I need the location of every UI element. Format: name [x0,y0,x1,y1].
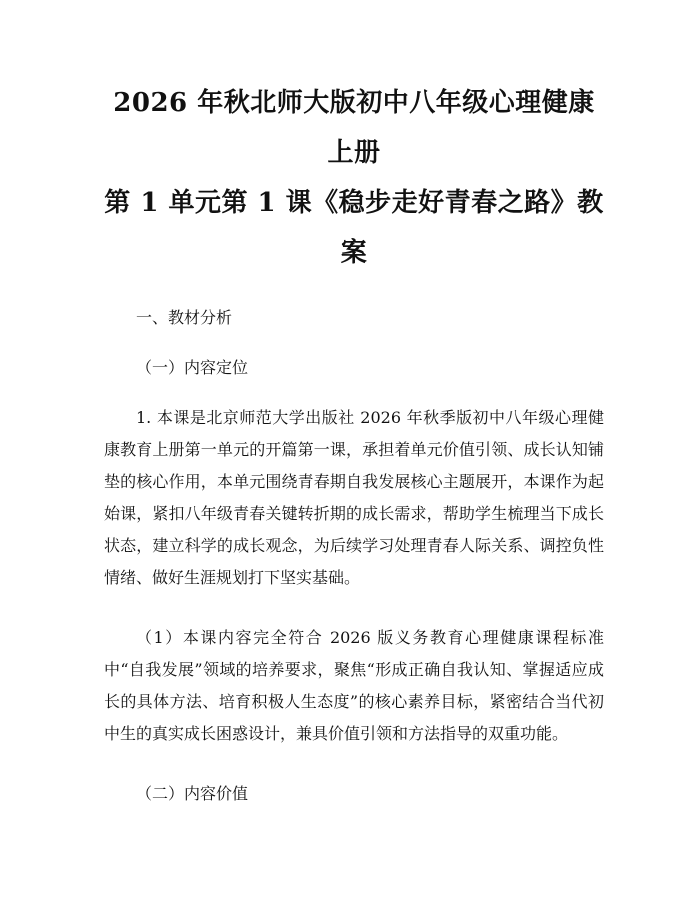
document-title-line-1: 2026 年秋北师大版初中八年级心理健康上册 [113,88,595,168]
subsection-heading-content-value: （二）内容价值 [136,784,249,803]
paragraph-curriculum-standard: （1）本课内容完全符合 2026 版义务教育心理健康课程标准中“自我发展”领域的培养要求，聚焦“形成正确自我认知、掌握适应成长的具体方法、培育积极人生态度”的核心素养目标，紧密结合当代初中生的真实成长困惑设计，兼具价值引领和方法指导的双重功能。 [104,628,604,743]
subsection-heading-content-positioning: （一）内容定位 [136,358,249,377]
section-heading-textbook-analysis: 一、教材分析 [136,308,233,327]
paragraph-content-positioning: 1. 本课是北京师范大学出版社 2026 年秋季版初中八年级心理健康教育上册第一单元的开篇第一课，承担着单元价值引领、成长认知铺垫的核心作用，本单元围绕青春期自我发展核心主题展开，本课作为起始课，紧扣八年级青春关键转折期的成长需求，帮助学生梳理当下成长状态，建立科学的成长观念，为后续学习处理青春人际关系、调控负性情绪、做好生涯规划打下坚实基础。 [104,408,604,587]
document-title-line-2: 第 1 单元第 1 课《稳步走好青春之路》教案 [104,188,604,268]
